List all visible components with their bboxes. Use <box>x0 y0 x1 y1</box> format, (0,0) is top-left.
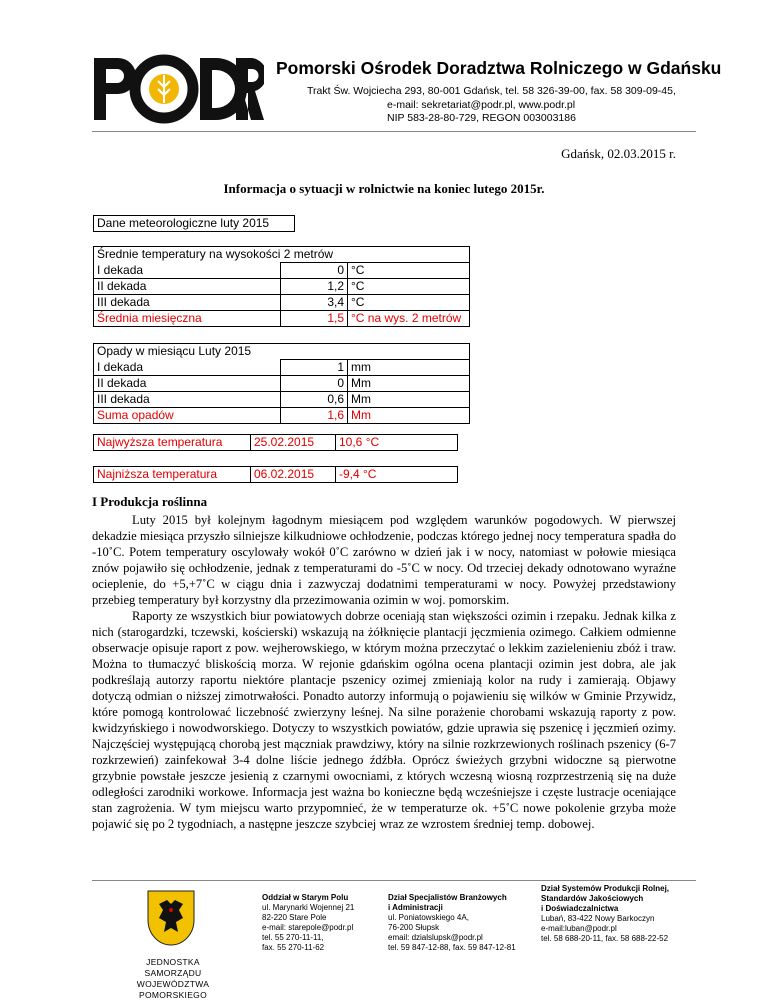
document-title: Informacja o sytuacji w rolnictwie na koniec lutego 2015r. <box>223 181 545 196</box>
podr-logo <box>92 54 264 124</box>
precipitation-heading: Opady w miesiącu Luty 2015 <box>94 344 470 360</box>
min-temp-value: -9,4 °C <box>336 467 458 483</box>
section-title: I Produkcja roślinna <box>92 494 208 509</box>
table-row: I dekada 0 °C <box>94 263 470 279</box>
org-name: Pomorski Ośrodek Doradztwa Rolniczego w Gdańsku <box>276 58 722 78</box>
max-temp-date: 25.02.2015 <box>251 435 336 451</box>
min-temp-label: Najniższa temperatura <box>94 467 251 483</box>
temperature-heading: Średnie temperatury na wysokości 2 metrów <box>94 247 470 263</box>
table-row-summary: Średnia miesięczna 1,5 °C na wys. 2 metrów <box>94 311 470 327</box>
footer-branch-luban: Dział Systemów Produkcji Rolnej, Standardów Jakościowych i Doświadczalnictwa Lubań, 83-422 Nowy Barkoczyn e-mail:luban@podr.pl tel. 58 688-20-11, fax. 58 688-22-52 <box>541 884 670 943</box>
footer-jurisdiction: JEDNOSTKA SAMORZĄDU WOJEWÓDZTWA POMORSKIEGO <box>136 957 210 1000</box>
paragraph: Luty 2015 był kolejnym łagodnym miesiącem pod względem warunków pogodowych. W pierwszej dekadzie miesiąca przyszło silniejsze kilkudniowe ochłodzenie, podczas którego jednej nocy temperatura spadła do -10˚C. Potem temperatury oscylowały wokół 0˚C zarówno w dzień jak i w nocy, natomiast w połowie miesiąca znów pojawiło się ochłodzenie, jednak z temperaturami do -5˚C w nocy. Od trzeciej dekady odnotowano wyraźne ocieplenie, do +5,+7˚C w ciągu dnia i zazwyczaj dodatnimi temperaturami w nocy. Powyżej przedstawiony przebieg temperatury był korzystny dla przezimowania ozimin w woj. pomorskim. <box>92 513 676 607</box>
table-row: III dekada 3,4 °C <box>94 295 470 311</box>
max-temp-value: 10,6 °C <box>336 435 458 451</box>
weather-heading: Dane meteorologiczne luty 2015 <box>94 216 295 232</box>
org-address: Trakt Św. Wojciecha 293, 80-001 Gdańsk, tel. 58 326-39-00, fax. 58 309-09-45, <box>307 85 676 97</box>
min-temp-date: 06.02.2015 <box>251 467 336 483</box>
min-temp-table <box>93 466 458 483</box>
table-row-summary: Suma opadów 1,6 Mm <box>94 408 470 424</box>
table-row: II dekada 0 Mm <box>94 376 470 392</box>
table-row: I dekada 1 mm <box>94 360 470 376</box>
table-row: II dekada 1,2 °C <box>94 279 470 295</box>
max-temp-table <box>93 434 458 451</box>
org-nip: NIP 583-28-80-729, REGON 003003186 <box>387 112 576 124</box>
coat-of-arms-icon <box>145 888 197 948</box>
max-temp-label: Najwyższa temperatura <box>94 435 251 451</box>
temperature-table <box>93 246 470 327</box>
precipitation-table <box>93 343 470 424</box>
paragraph: Raporty ze wszystkich biur powiatowych dobrze oceniają stan większości ozimin i rzepaku. Jednak kilka z nich (starogardzki, tczewski, kościerski) wskazują na żółknięcie plantacji jęczmienia ozimego. Całkiem odmienne obserwacje opisuje raport z pow. wejherowskiego, w którym można przeczytać o lekkim zazielenieniu zbóż i traw. Można to tłumaczyć bliskością morza. W rejonie gdańskim ogólna ocena plantacji ozimin jest dobra, ale jak podkreślają autorzy raportu niektóre plantacje pszenicy ozimej zmieniają kolor na rudy i zamierają. Objawy dotyczą odmian o niższej zimotrwałości. Ponadto autorzy informują o pojawieniu się wilków w Gminie Przywidz, które pomogą kontrolować liczebność zwierzyny leśnej. Na silne porażenie chorobami wskazują raporty z pow. kwidzyńskiego i nowodworskiego. Dotyczy to wszystkich powiatów, gdzie uprawia się pszenicę i jęczmień ozimy. Najczęściej występującą chorobą jest mączniak prawdziwy, który na silnie rozkrzewionych roślinach pszenicy (6-7 rozkrzewień) zainfekował 3-4 dolne liście jednego źdźbła. Oprócz świeżych grzybni widoczne są pierwotne grzybnie powstałe jeszcze jesienią z czarnymi owocniami, z których wczesną wiosną rozprzestrzenią się na duże odległości zarodniki workowe. Informacja jest ważna bo konieczne będą wcześniejsze i częste lustracje oceniające stan zagrożenia. W tym miejscu warto przypomnieć, że w temperaturze ok. +5˚C nowe pokolenie grzyba może pojawić się po 2 tygodniach, a następne jeszcze szybciej wraz ze wzrostem średniej temp. dobowej. <box>92 609 676 831</box>
footer-branch-slupsk: Dział Specjalistów Branżowych i Administracji ul. Poniatowskiego 4A, 76-200 Słupsk email: dzialslupsk@podr.pl tel. 59 847-12-88, fax. 59 847-12-81 <box>388 893 516 952</box>
footer-divider <box>92 880 696 881</box>
table-row <box>94 435 458 451</box>
table-row: III dekada 0,6 Mm <box>94 392 470 408</box>
org-email: e-mail: sekretariat@podr.pl, www.podr.pl <box>387 99 576 111</box>
section-body <box>92 512 676 832</box>
table-row <box>94 467 458 483</box>
header-divider <box>92 131 696 132</box>
footer-branch-stare-pole: Oddział w Starym Polu ul. Marynarki Wojennej 21 82-220 Stare Pole e-mail: starepole@podr.pl tel. 55 270-11-11, fax. 55 270-11-62 <box>262 893 355 952</box>
weather-heading-table <box>93 215 295 232</box>
document-date: Gdańsk, 02.03.2015 r. <box>561 146 676 161</box>
